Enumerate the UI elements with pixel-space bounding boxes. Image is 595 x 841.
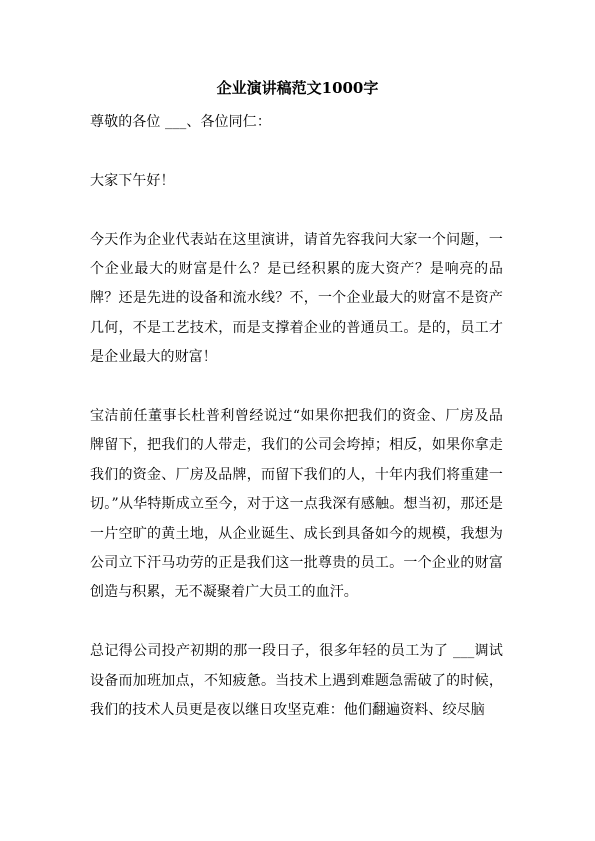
paragraph-quote: 宝洁前任董事长杜普利曾经说过“如果你把我们的资金、厂房及品牌留下，把我们的人带走，我们的公司会垮掉；相反，如果你拿走我们的资金、厂房及品牌，而留下我们的人，十年内我们将重建一切。”从华特斯成立至今，对于这一点我深有感触。想当初，那还是一片空旷的黄土地，从企业诞生、成长到具备如今的规模，我想为公司立下汗马功劳的正是我们这一批尊贵的员工。一个企业的财富创造与积累，无不凝聚着广大员工的血汗。 bbox=[90, 408, 503, 601]
paragraph-question: 今天作为企业代表站在这里演讲，请首先容我问大家一个问题，一个企业最大的财富是什么？是已经积累的庞大资产？是响亮的品牌？还是先进的设备和流水线？不，一个企业最大的财富不是资产几何，不是工艺技术，而是支撑着企业的普通员工。是的，员工才是企业最大的财富！ bbox=[90, 231, 503, 366]
paragraph-spacer bbox=[90, 137, 503, 166]
paragraph-spacer bbox=[90, 608, 503, 637]
paragraph-memory: 总记得公司投产初期的那一段日子，很多年轻的员工为了 ___调试设备而加班加点，不知疲惫。当技术上遇到难题急需破了的时候，我们的技术人员更是夜以继日攻坚克难：他们翻遍资料、绞尽脑 bbox=[90, 643, 503, 719]
document-title: 企业演讲稿范文1000字 bbox=[216, 79, 379, 97]
paragraph-greeting: 大家下午好！ bbox=[90, 172, 175, 189]
document-body bbox=[90, 108, 503, 725]
paragraph-spacer bbox=[90, 196, 503, 225]
salutation: 尊敬的各位 ___、各位同仁： bbox=[90, 114, 271, 130]
paragraph-spacer bbox=[90, 373, 503, 402]
